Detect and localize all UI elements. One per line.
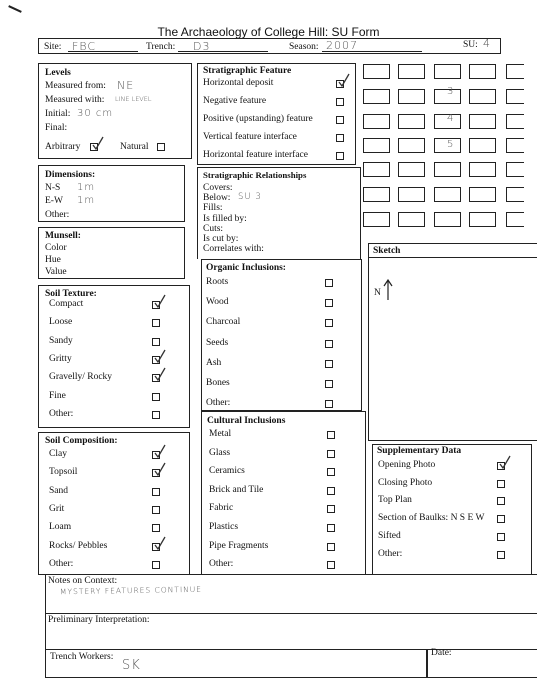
grid-box-r5-c2[interactable] — [434, 187, 461, 202]
cultural-label-1: Glass — [209, 447, 231, 458]
cultural-checkbox-5[interactable] — [327, 524, 335, 532]
soil-composition-label-2: Sand — [49, 485, 68, 496]
soil-texture-check-icon-4 — [154, 367, 166, 381]
notes-value[interactable]: MYSTERY FEATURES CONTINUE — [59, 584, 203, 597]
organic-label-6: Other: — [206, 398, 231, 409]
cultural-label-7: Other: — [209, 559, 234, 570]
form-title: The Archaeology of College Hill: SU Form — [157, 25, 380, 39]
strat-feature-check-icon-0 — [338, 73, 350, 87]
organic-label-0: Roots — [206, 277, 229, 287]
su-label: SU: — [463, 40, 478, 50]
supplementary-checkbox-4[interactable] — [497, 533, 505, 541]
soil-texture-checkbox-5[interactable] — [152, 393, 160, 401]
supplementary-checkbox-1[interactable] — [497, 480, 505, 488]
supplementary-label-4: Sifted — [378, 530, 401, 541]
soil-composition-label-6: Other: — [49, 558, 74, 569]
grid-box-r4-c0[interactable] — [363, 162, 390, 177]
grid-box-r0-c1[interactable] — [398, 64, 425, 79]
soil-texture-checkbox-6[interactable] — [152, 411, 160, 419]
measured-from-label: Measured from: — [45, 81, 106, 91]
ew-label: E-W — [45, 196, 63, 206]
organic-label-4: Ash — [206, 357, 222, 368]
natural-checkbox[interactable] — [157, 143, 165, 151]
ns-label: N-S — [45, 183, 61, 193]
grid-box-r4-c4[interactable] — [506, 162, 524, 177]
grid-box-r2-c4[interactable] — [506, 114, 524, 129]
season-value[interactable]: 2007 — [326, 39, 358, 52]
organic-checkbox-2[interactable] — [325, 319, 333, 327]
cultural-label-0: Metal — [209, 429, 232, 439]
final-label: Final: — [45, 123, 68, 133]
grid-box-r1-c3[interactable] — [469, 89, 496, 104]
grid-box-r0-c2[interactable] — [434, 64, 461, 79]
soil-texture-label-1: Loose — [49, 317, 73, 328]
trench-value[interactable]: D3 — [193, 40, 211, 53]
organic-heading: Organic Inclusions: — [206, 263, 286, 273]
strat-feature-label-0: Horizontal deposit — [203, 78, 274, 88]
soil-composition-checkbox-3[interactable] — [152, 506, 160, 514]
soil-texture-label-3: Gritty — [49, 353, 72, 364]
supplementary-checkbox-3[interactable] — [497, 515, 505, 523]
supplementary-check-icon-0 — [499, 455, 511, 469]
strat-feature-checkbox-4[interactable] — [336, 152, 344, 160]
munsell-color-label: Color — [45, 243, 67, 253]
strat-feature-heading: Stratigraphic Feature — [203, 66, 292, 76]
cultural-checkbox-2[interactable] — [327, 468, 335, 476]
strat-relationship-label-0: Covers: — [203, 183, 233, 193]
cultural-checkbox-1[interactable] — [327, 450, 335, 458]
soil-composition-checkbox-6[interactable] — [152, 561, 160, 569]
strat-relationship-label-5: Is cut by: — [203, 234, 239, 244]
soil-composition-check-icon-0 — [154, 444, 166, 458]
grid-box-r4-c2[interactable] — [434, 162, 461, 177]
site-label: Site: — [44, 42, 62, 52]
strat-relationship-label-1: Below: — [203, 193, 231, 204]
organic-checkbox-4[interactable] — [325, 360, 333, 368]
soil-texture-check-icon-3 — [154, 349, 166, 363]
grid-box-r6-c2[interactable] — [434, 212, 461, 227]
munsell-hue-label: Hue — [45, 255, 61, 265]
grid-box-r6-c3[interactable] — [469, 212, 496, 227]
strat-feature-checkbox-3[interactable] — [336, 134, 344, 142]
cultural-checkbox-3[interactable] — [327, 487, 335, 495]
preliminary-label: Preliminary Interpretation: — [48, 615, 150, 625]
grid-box-r1-c1[interactable] — [398, 89, 425, 104]
sketch-heading: Sketch — [373, 246, 401, 256]
levels-heading: Levels — [45, 68, 71, 78]
dimensions-heading: Dimensions: — [45, 170, 96, 180]
organic-label-1: Wood — [206, 297, 229, 308]
strat-relationships-heading: Stratigraphic Relationships — [203, 170, 307, 180]
organic-label-5: Bones — [206, 378, 230, 388]
soil-texture-label-4: Gravelly/ Rocky — [49, 372, 113, 383]
cultural-label-3: Brick and Tile — [209, 484, 264, 495]
strat-relationship-label-2: Fills: — [203, 203, 223, 214]
grid-box-r5-c3[interactable] — [469, 187, 496, 202]
munsell-heading: Munsell: — [45, 231, 81, 241]
grid-box-r4-c1[interactable] — [398, 162, 425, 177]
grid-box-r6-c0[interactable] — [363, 212, 390, 227]
season-label: Season: — [289, 42, 319, 52]
arbitrary-check-icon — [92, 136, 104, 150]
north-arrow-icon — [383, 279, 393, 301]
strat-feature-checkbox-1[interactable] — [336, 98, 344, 106]
organic-label-2: Charcoal — [206, 317, 241, 328]
cultural-label-2: Ceramics — [209, 466, 245, 477]
strat-relationship-label-6: Correlates with: — [203, 244, 264, 255]
date-label: Date: — [431, 648, 452, 658]
supplementary-heading: Supplementary Data — [377, 446, 462, 456]
soil-texture-check-icon-0 — [154, 294, 166, 308]
workers-label: Trench Workers: — [50, 652, 114, 662]
notes-label: Notes on Context: — [48, 576, 118, 586]
soil-composition-check-icon-1 — [154, 462, 166, 476]
grid-box-r3-c3[interactable] — [469, 138, 496, 153]
grid-box-r0-c0[interactable] — [363, 64, 390, 79]
soil-texture-checkbox-1[interactable] — [152, 319, 160, 327]
grid-box-r3-c0[interactable] — [363, 138, 390, 153]
strat-feature-checkbox-2[interactable] — [336, 116, 344, 124]
supplementary-label-0: Opening Photo — [378, 460, 436, 470]
grid-box-r6-c4[interactable] — [506, 212, 524, 227]
soil-texture-label-2: Sandy — [49, 335, 73, 346]
cultural-checkbox-4[interactable] — [327, 505, 335, 513]
soil-composition-label-0: Clay — [49, 449, 67, 459]
grid-box-r5-c0[interactable] — [363, 187, 390, 202]
grid-box-r4-c3[interactable] — [469, 162, 496, 177]
soil-texture-heading: Soil Texture: — [45, 289, 97, 299]
organic-checkbox-1[interactable] — [325, 299, 333, 307]
sketch-box — [368, 243, 537, 441]
measured-with-label: Measured with: — [45, 95, 105, 105]
initial-label: Initial: — [45, 109, 71, 119]
supplementary-label-2: Top Plan — [378, 495, 412, 506]
soil-texture-label-0: Compact — [49, 299, 84, 309]
supplementary-label-5: Other: — [378, 548, 403, 559]
workers-value[interactable]: SK — [122, 658, 141, 673]
cultural-checkbox-0[interactable] — [327, 431, 335, 439]
cultural-label-6: Pipe Fragments — [209, 540, 269, 551]
organic-checkbox-5[interactable] — [325, 380, 333, 388]
arbitrary-label: Arbitrary — [45, 142, 81, 152]
cultural-label-5: Plastics — [209, 522, 239, 532]
soil-composition-label-3: Grit — [49, 503, 65, 514]
grid-box-r1-c0[interactable] — [363, 89, 390, 104]
measured-from-value[interactable]: NE — [117, 79, 135, 92]
grid-number-3: 3 — [447, 86, 455, 97]
north-label: N — [374, 288, 381, 298]
sketch-header-line — [368, 257, 537, 258]
soil-composition-checkbox-4[interactable] — [152, 524, 160, 532]
grid-box-r6-c1[interactable] — [398, 212, 425, 227]
strat-relationship-label-4: Cuts: — [203, 223, 224, 234]
grid-number-4: 4 — [447, 113, 455, 124]
soil-composition-label-1: Topsoil — [49, 467, 78, 478]
grid-box-r2-c3[interactable] — [469, 114, 496, 129]
corner-mark — [8, 5, 22, 13]
soil-texture-checkbox-2[interactable] — [152, 338, 160, 346]
grid-box-r3-c1[interactable] — [398, 138, 425, 153]
natural-label: Natural — [120, 142, 149, 152]
ns-value[interactable]: 1m — [77, 182, 96, 193]
strat-feature-label-1: Negative feature — [203, 96, 267, 106]
dimensions-other-label: Other: — [45, 210, 70, 220]
measured-with-value[interactable]: LINE LEVEL — [115, 95, 152, 103]
munsell-value-label: Value — [45, 267, 67, 277]
cultural-checkbox-7[interactable] — [327, 561, 335, 569]
su-value[interactable]: 4 — [483, 37, 491, 50]
cultural-checkbox-6[interactable] — [327, 543, 335, 551]
grid-number-5: 5 — [447, 139, 455, 150]
cultural-heading: Cultural Inclusions — [207, 416, 286, 426]
strat-relationship-label-3: Is filled by: — [203, 213, 247, 224]
initial-value[interactable]: 30 cm — [77, 108, 114, 119]
grid-box-r0-c3[interactable] — [469, 64, 496, 79]
trench-line — [178, 51, 268, 52]
cultural-label-4: Fabric — [209, 503, 234, 514]
soil-composition-heading: Soil Composition: — [45, 436, 118, 446]
organic-checkbox-0[interactable] — [325, 279, 333, 287]
ew-value[interactable]: 1m — [77, 195, 96, 206]
strat-feature-label-3: Vertical feature interface — [203, 132, 297, 142]
grid-box-r2-c0[interactable] — [363, 114, 390, 129]
grid-box-r1-c4[interactable] — [506, 89, 524, 104]
grid-box-r3-c4[interactable] — [506, 138, 524, 153]
soil-texture-label-5: Fine — [49, 390, 66, 401]
organic-checkbox-6[interactable] — [325, 400, 333, 408]
grid-box-r5-c4[interactable] — [506, 187, 524, 202]
grid-box-r5-c1[interactable] — [398, 187, 425, 202]
soil-composition-checkbox-2[interactable] — [152, 488, 160, 496]
site-value[interactable]: FBC — [72, 40, 97, 53]
organic-checkbox-3[interactable] — [325, 340, 333, 348]
strat-feature-label-2: Positive (upstanding) feature — [203, 114, 313, 124]
soil-composition-check-icon-5 — [154, 536, 166, 550]
soil-texture-label-6: Other: — [49, 408, 74, 419]
soil-composition-label-5: Rocks/ Pebbles — [49, 540, 108, 551]
trench-label: Trench: — [146, 42, 176, 52]
strat-feature-label-4: Horizontal feature interface — [203, 150, 308, 160]
soil-composition-label-4: Loam — [49, 522, 72, 533]
supplementary-label-1: Closing Photo — [378, 477, 433, 488]
below-value[interactable]: SU 3 — [238, 192, 262, 202]
supplementary-label-3: Section of Baulks: N S E W — [378, 513, 485, 524]
organic-label-3: Seeds — [206, 337, 229, 348]
grid-box-r2-c1[interactable] — [398, 114, 425, 129]
grid-box-r0-c4[interactable] — [506, 64, 524, 79]
supplementary-checkbox-2[interactable] — [497, 497, 505, 505]
supplementary-checkbox-5[interactable] — [497, 551, 505, 559]
